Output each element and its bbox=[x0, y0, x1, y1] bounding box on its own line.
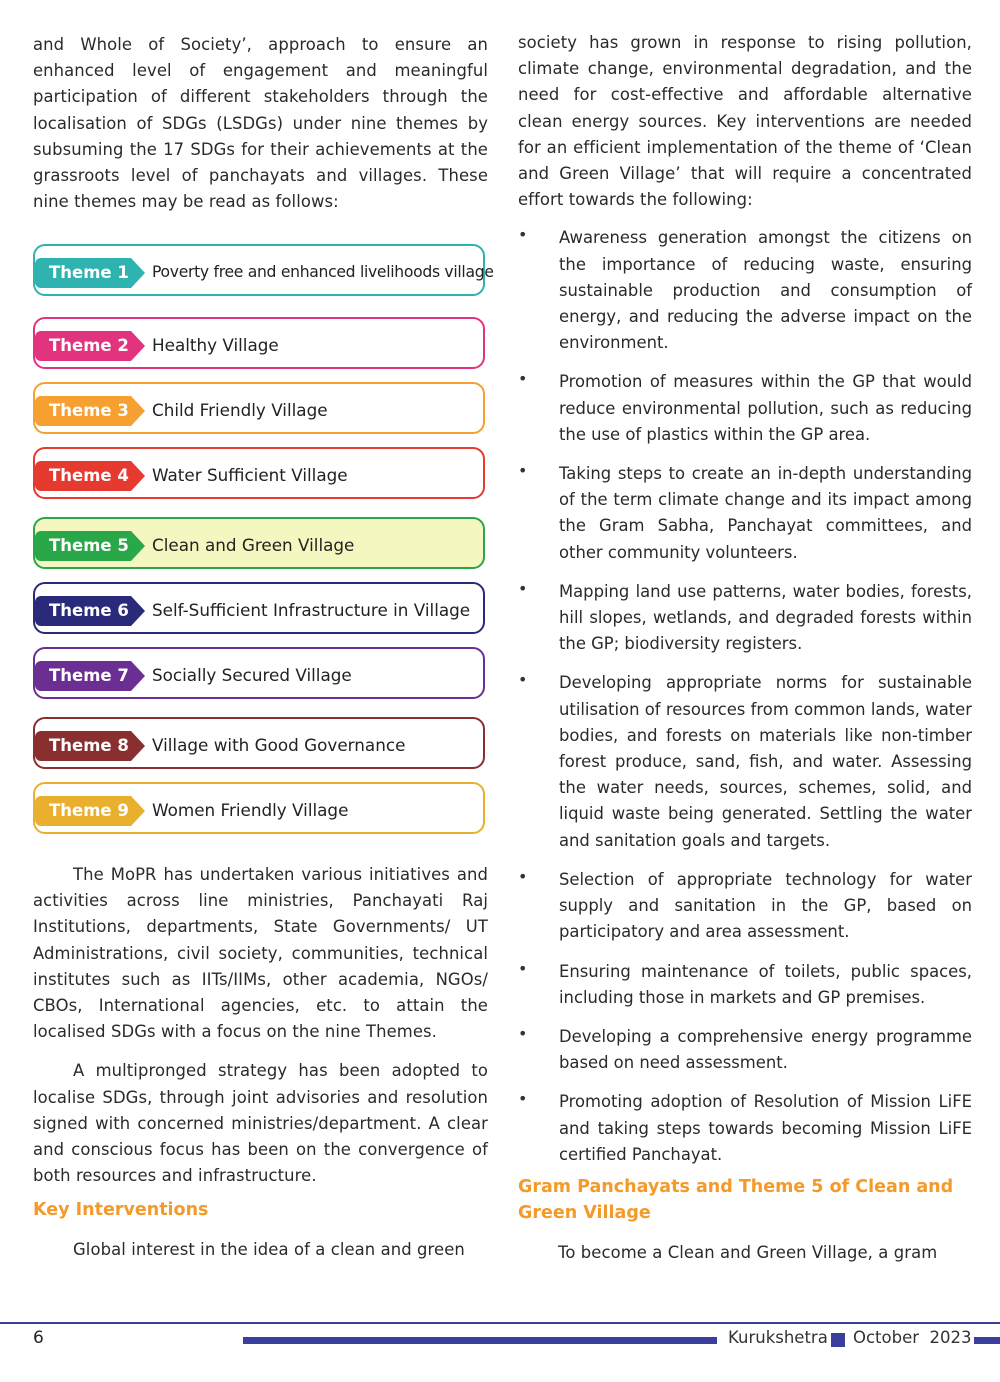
theme-tag: Theme 7 bbox=[35, 661, 131, 691]
footer-bar-end bbox=[974, 1337, 1000, 1344]
theme-tag: Theme 5 bbox=[35, 531, 131, 561]
footer-bar bbox=[243, 1337, 717, 1344]
theme-row-8 bbox=[33, 717, 485, 769]
footer-square bbox=[831, 1333, 845, 1347]
left-intro-paragraph: and Whole of Society’, approach to ensure an enhanced level of engagement and meaningful participation of different stakeholders through the localisation of SDGs (LSDGs) under nine themes by subsuming the 17 SDGs for their achievements at the grassroots level of panchayats and villages. These nine themes may be read as follows: bbox=[33, 35, 488, 212]
theme-row-4 bbox=[33, 447, 485, 499]
list-item: • Awareness generation amongst the citizens on the importance of reducing waste, ensuring sustainable production and consumption of energy, and reducing the adverse impact on the environment. bbox=[518, 225, 972, 356]
theme-label: Water Sufficient Village bbox=[152, 465, 348, 485]
theme-row-1 bbox=[33, 244, 494, 296]
list-item: • Promoting adoption of Resolution of Mission LiFE and taking steps towards becoming Mission LiFE certified Panchayat. bbox=[518, 1089, 972, 1168]
list-item: • Developing appropriate norms for sustainable utilisation of resources from common lands, water bodies, and forests on materials like non-timber forest produce, sand, fish, and water. Assessing the water needs, sources, schemes, solid, and liquid waste being generated. Settling the water and sanitation goals and targets. bbox=[518, 670, 972, 853]
theme-tag: Theme 6 bbox=[35, 596, 131, 626]
theme-label: Child Friendly Village bbox=[152, 400, 328, 420]
theme-label: Socially Secured Village bbox=[152, 665, 352, 685]
strategy-paragraph: A multipronged strategy has been adopted to localise SDGs, through joint advisories and resolution signed with concerned ministries/department. A clear and conscious focus has been on the convergence of both resources and infrastructure. bbox=[33, 1061, 488, 1186]
global-interest-paragraph: Global interest in the idea of a clean and green bbox=[73, 1240, 465, 1260]
list-item: • Promotion of measures within the GP that would reduce environmental pollution, such as reducing the use of plastics within the GP area. bbox=[518, 369, 972, 448]
theme-tag: Theme 9 bbox=[35, 796, 131, 826]
gram-panchayat-heading: Gram Panchayats and Theme 5 of Clean and Green Village bbox=[518, 1176, 954, 1223]
theme-row-3 bbox=[33, 382, 485, 434]
list-item: • Developing a comprehensive energy programme based on need assessment. bbox=[518, 1024, 972, 1076]
theme-label: Self-Sufficient Infrastructure in Village bbox=[152, 600, 471, 620]
theme-row-7 bbox=[33, 647, 485, 699]
theme-tag: Theme 2 bbox=[35, 331, 131, 361]
theme-label: Village with Good Governance bbox=[152, 735, 406, 755]
theme-row-2 bbox=[33, 317, 485, 369]
right-intro-paragraph: society has grown in response to rising pollution, climate change, environmental degradation, and the need for cost-effective and affordable alternative clean energy sources. Key interventions are needed for an efficient implementation of the theme of ‘Clean and Green Village’ that will require a concentrated effort towards the following: bbox=[518, 33, 972, 210]
theme-label: Clean and Green Village bbox=[152, 535, 355, 555]
theme-tag: Theme 4 bbox=[35, 461, 131, 491]
key-interventions-heading: Key Interventions bbox=[33, 1200, 209, 1221]
list-item: • Selection of appropriate technology for water supply and sanitation in the GP, based on participatory and area assessment. bbox=[518, 867, 972, 946]
theme-label: Healthy Village bbox=[152, 335, 279, 355]
theme-row-5 bbox=[33, 517, 485, 569]
left-column bbox=[33, 32, 488, 215]
list-item: • Taking steps to create an in-depth understanding of the term climate change and its impact among the Gram Sabha, Panchayat committees, and other community volunteers. bbox=[518, 461, 972, 566]
list-item: • Mapping land use patterns, water bodies, forests, hill slopes, wetlands, and degraded forests within the GP; biodiversity registers. bbox=[518, 579, 972, 658]
theme-label: Women Friendly Village bbox=[152, 800, 349, 820]
theme-row-6 bbox=[33, 582, 485, 634]
page-number: 6 bbox=[33, 1328, 44, 1348]
theme-tag: Theme 8 bbox=[35, 731, 131, 761]
left-column-lower bbox=[33, 862, 488, 1264]
theme-label: Poverty free and enhanced livelihoods village bbox=[152, 263, 494, 281]
list-item: • Ensuring maintenance of toilets, public spaces, including those in markets and GP premises. bbox=[518, 959, 972, 1011]
right-column bbox=[518, 30, 972, 1266]
footer-rule bbox=[0, 1322, 1000, 1324]
interventions-list bbox=[518, 225, 972, 1168]
magazine-name: Kurukshetra bbox=[728, 1328, 828, 1347]
mopr-paragraph: The MoPR has undertaken various initiatives and activities across line ministries, Panchayati Raj Institutions, departments, State Governments/ UT Administrations, civil society, communities, technical institutes such as IITs/IIMs, other academia, NGOs/ CBOs, International agencies, etc. to attain the localised SDGs with a focus on the nine Themes. bbox=[33, 865, 488, 1042]
clean-green-paragraph: To become a Clean and Green Village, a gram bbox=[558, 1242, 938, 1262]
issue-date: October 2023 bbox=[853, 1328, 972, 1347]
theme-tag: Theme 1 bbox=[35, 258, 131, 288]
theme-row-9 bbox=[33, 782, 485, 834]
theme-tag: Theme 3 bbox=[35, 396, 131, 426]
